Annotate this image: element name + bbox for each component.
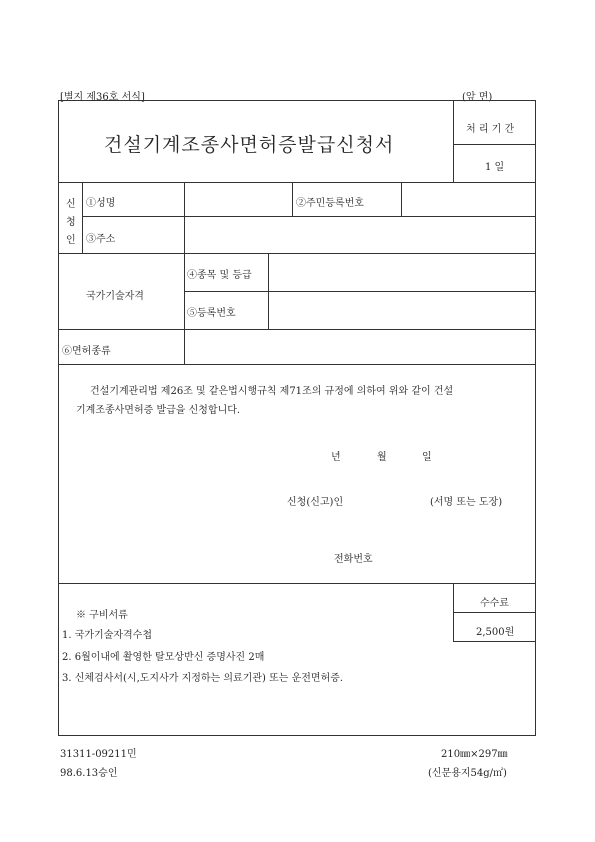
license-type-field[interactable] [188,333,532,360]
paper-type: (신문용지54g/㎡) [428,768,507,779]
form-number: [별지 제36호 서식] [60,92,145,103]
address-label: ③주소 [86,234,116,245]
statement-line-1: 건설기계관리법 제26조 및 같은법시행규칙 제71조의 규정에 의하여 위와 같이 건설 [90,386,454,397]
form-title: 건설기계조종사면허증발급신청서 [104,134,395,156]
approval-date: 98.6.13승인 [60,768,118,779]
required-documents-title: ※ 구비서류 [76,610,128,621]
registration-number-label: ⑤등록번호 [187,308,236,319]
resident-number-field[interactable] [405,186,532,212]
date-day-label: 일 [422,452,432,463]
national-cert-label: 국가기술자격 [86,291,144,302]
resident-number-label: ②주민등록번호 [296,198,364,209]
applicant-sign-label: 신청(신고)인 [287,497,344,508]
category-grade-field[interactable] [272,257,532,287]
required-document-1: 1. 국가기술자격수첩 [62,630,152,641]
fee-value: 2,500원 [476,627,515,638]
page-side-label: (앞 면) [462,92,493,103]
date-month-label: 월 [377,452,387,463]
address-field[interactable] [188,220,532,249]
date-year-label: 년 [331,452,341,463]
applicant-label-1: 신 [66,199,76,210]
required-document-2: 2. 6월이내에 촬영한 탈모상반신 증명사진 2매 [62,652,265,663]
name-field[interactable] [188,186,288,212]
processing-period-value: 1 일 [485,162,505,173]
paper-size: 210㎜×297㎜ [441,749,508,760]
license-type-label: ⑥면허종류 [62,346,111,357]
name-label: ①성명 [86,198,116,209]
registration-number-field[interactable] [272,295,532,325]
required-document-3: 3. 신체검사서(시,도지사가 지정하는 의료기관) 또는 운전면허증. [62,673,344,684]
form-code: 31311-09211민 [60,749,137,760]
fee-label: 수수료 [480,598,509,609]
statement-line-2: 기계조종사면허증 발급을 신청합니다. [76,405,241,416]
category-grade-label: ④종목 및 등급 [187,270,252,281]
applicant-label-2: 청 [66,217,76,228]
phone-label: 전화번호 [334,554,373,565]
applicant-label-3: 인 [66,235,76,246]
processing-period-label: 처 리 기 간 [466,124,515,135]
signature-note: (서명 또는 도장) [430,497,503,508]
